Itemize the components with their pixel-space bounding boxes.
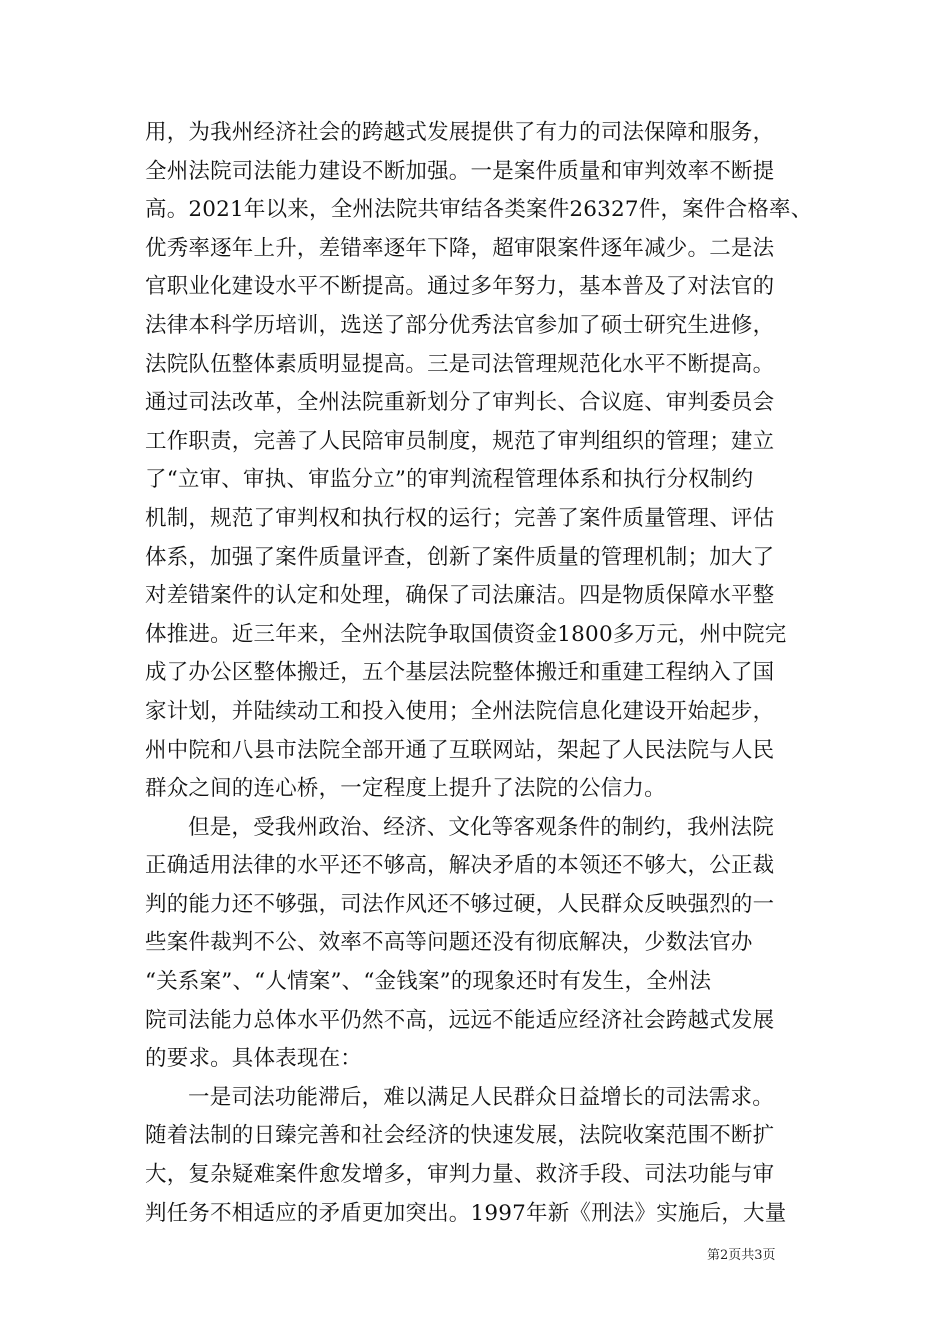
text-line: 院司法能力总体水平仍然不高，远远不能适应经济社会跨越式发展 (145, 1007, 775, 1033)
text-line: 法律本科学历培训，选送了部分优秀法官参加了硕士研究生进修， (145, 312, 775, 338)
text-line: 工作职责，完善了人民陪审员制度，规范了审判组织的管理；建立 (145, 428, 775, 454)
text-line: 机制，规范了审判权和执行权的运行；完善了案件质量管理、评估 (145, 505, 775, 531)
text-line: 高。2021年以来，全州法院共审结各类案件26327件，案件合格率、 (145, 197, 813, 223)
text-line: “关系案”、“人情案”、“金钱案”的现象还时有发生，全州法 (145, 969, 712, 995)
page-number: 第2页共3页 (707, 1248, 776, 1263)
text-line: 判任务不相适应的矛盾更加突出。1997年新《刑法》实施后，大量 (145, 1200, 787, 1226)
text-line: 成了办公区整体搬迁，五个基层法院整体搬迁和重建工程纳入了国 (145, 660, 775, 686)
text-line: 正确适用法律的水平还不够高，解决矛盾的本领还不够大，公正裁 (145, 853, 775, 879)
text-line: 官职业化建设水平不断提高。通过多年努力，基本普及了对法官的 (145, 274, 775, 300)
text-line: 大，复杂疑难案件愈发增多，审判力量、救济手段、司法功能与审 (145, 1162, 775, 1188)
text-line: 但是，受我州政治、经济、文化等客观条件的制约，我州法院 (188, 814, 774, 840)
text-line: 对差错案件的认定和处理，确保了司法廉洁。四是物质保障水平整 (145, 583, 775, 609)
text-line: 州中院和八县市法院全部开通了互联网站，架起了人民法院与人民 (145, 737, 775, 763)
text-line: 判的能力还不够强，司法作风还不够过硬，人民群众反映强烈的一 (145, 891, 775, 917)
body-text (145, 114, 815, 1233)
text-line: 的要求。具体表现在： (145, 1046, 363, 1072)
text-line: 法院队伍整体素质明显提高。三是司法管理规范化水平不断提高。 (145, 351, 775, 377)
text-line: 通过司法改革，全州法院重新划分了审判长、合议庭、审判委员会 (145, 390, 775, 416)
text-line: 全州法院司法能力建设不断加强。一是案件质量和审判效率不断提 (145, 158, 775, 184)
text-line: 随着法制的日臻完善和社会经济的快速发展，法院收案范围不断扩 (145, 1123, 775, 1149)
text-line: 用，为我州经济社会的跨越式发展提供了有力的司法保障和服务， (145, 120, 775, 145)
text-line: 优秀率逐年上升，差错率逐年下降，超审限案件逐年减少。二是法 (145, 235, 775, 261)
text-line: 群众之间的连心桥，一定程度上提升了法院的公信力。 (145, 776, 666, 802)
text-line: 一是司法功能滞后，难以满足人民群众日益增长的司法需求。 (188, 1084, 774, 1110)
text-line: 体推进。近三年来，全州法院争取国债资金1800多万元，州中院完 (145, 621, 787, 647)
text-line: 些案件裁判不公、效率不高等问题还没有彻底解决，少数法官办 (145, 930, 753, 956)
text-line: 体系，加强了案件质量评查，创新了案件质量的管理机制；加大了 (145, 544, 775, 570)
text-line: 了“立审、审执、审监分立”的审判流程管理体系和执行分权制约 (145, 467, 754, 493)
text-line: 家计划，并陆续动工和投入使用；全州法院信息化建设开始起步， (145, 698, 775, 724)
